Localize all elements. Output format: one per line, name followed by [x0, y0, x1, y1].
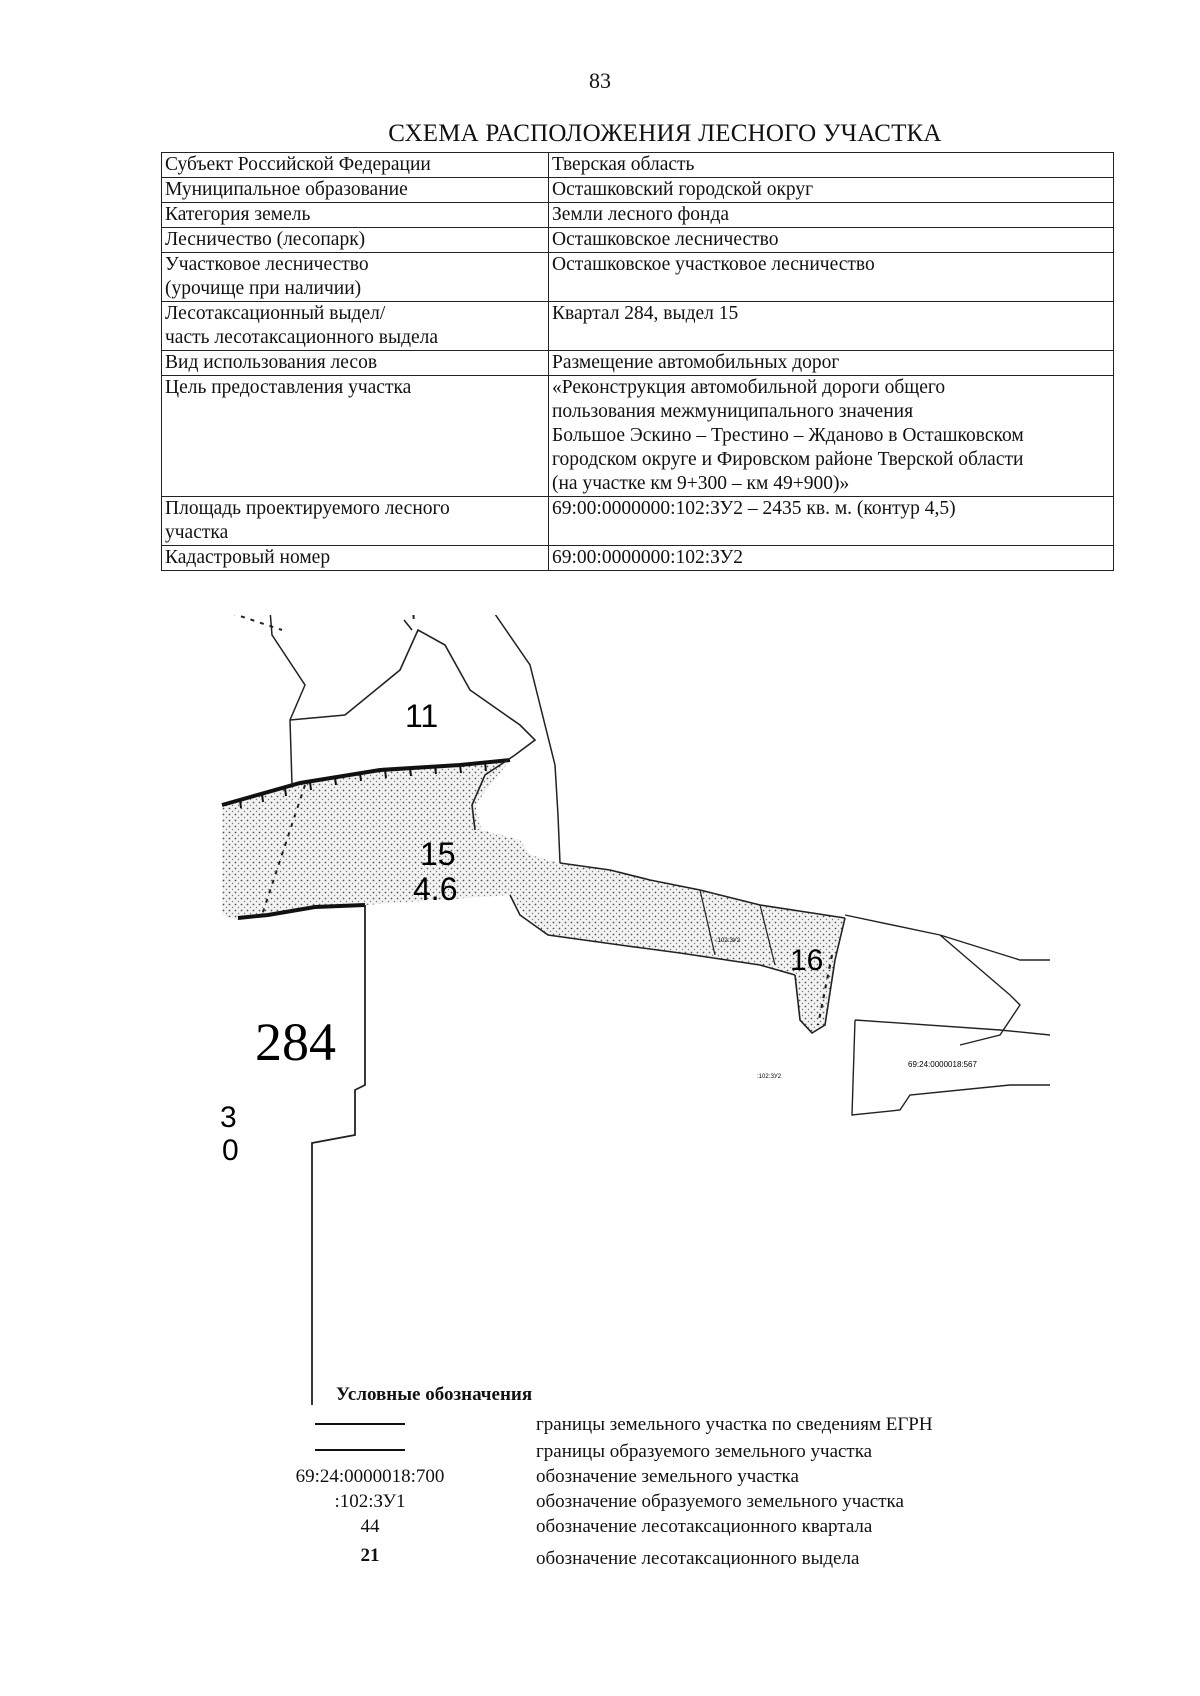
value-line	[552, 521, 1110, 545]
table-row	[162, 497, 1114, 546]
plot-15-area	[222, 760, 845, 1033]
vydel-15-area-label: 4.6	[413, 871, 458, 907]
value-line: «Реконструкция автомобильной дороги общего	[552, 377, 946, 398]
value-line: городском округе и Фировском районе Тверской области	[552, 449, 1024, 470]
label-line	[165, 424, 545, 448]
label-line	[165, 400, 545, 424]
value-line: (на участке км 9+300 – км 49+900)»	[552, 473, 850, 494]
row-label	[162, 546, 549, 571]
row-value	[549, 178, 1114, 203]
row-label	[162, 203, 549, 228]
value-line: пользования межмуниципального значения	[552, 401, 914, 422]
legend-symbol-5: 44	[360, 1516, 380, 1537]
label-line	[165, 472, 545, 496]
legend-desc-5: обозначение лесотаксационного квартала	[536, 1516, 873, 1537]
row-value	[549, 376, 1114, 497]
legend-egrn-line	[315, 1423, 405, 1425]
vydel-15-label: 15	[420, 836, 456, 872]
value-line	[552, 326, 1110, 350]
row-value	[549, 228, 1114, 253]
left-label-a: 3	[220, 1101, 237, 1134]
table-row	[162, 302, 1114, 351]
table-row	[162, 546, 1114, 571]
label-line: Муниципальное образование	[165, 179, 408, 200]
value-line: Осташковский городской округ	[552, 179, 814, 200]
parcel-info-table	[161, 152, 1114, 571]
value-line: Земли лесного фонда	[552, 204, 730, 225]
table-row	[162, 178, 1114, 203]
label-line: Кадастровый номер	[165, 547, 331, 568]
table-row	[162, 203, 1114, 228]
row-label	[162, 178, 549, 203]
label-line: участка	[165, 522, 229, 543]
row-label	[162, 153, 549, 178]
table-row	[162, 228, 1114, 253]
row-label	[162, 497, 549, 546]
label-line: Площадь проектируемого лесного	[165, 498, 450, 519]
legend-symbol-4: :102:ЗУ1	[334, 1491, 406, 1512]
table-row	[162, 351, 1114, 376]
label-line	[165, 448, 545, 472]
table-row	[162, 253, 1114, 302]
legend-desc-6: обозначение лесотаксационного выдела	[536, 1548, 860, 1569]
row-value	[549, 203, 1114, 228]
row-label	[162, 351, 549, 376]
label-line: Лесничество (лесопарк)	[165, 229, 366, 250]
kvartal-284-boundary	[312, 905, 365, 1405]
table-row	[162, 376, 1114, 497]
legend-desc-2: границы образуемого земельного участка	[536, 1441, 873, 1462]
row-label	[162, 302, 549, 351]
row-value	[549, 546, 1114, 571]
value-line: Осташковское участковое лесничество	[552, 254, 875, 275]
cadastral-parcel-label: 69:24:0000018:567	[908, 1060, 977, 1069]
value-line: Размещение автомобильных дорог	[552, 352, 840, 373]
label-line: (урочище при наличии)	[165, 278, 362, 299]
parcel-label-1: :102:ЗУ2	[716, 938, 741, 944]
row-label	[162, 228, 549, 253]
row-label	[162, 376, 549, 497]
value-line: Большое Эскино – Трестино – Жданово в Осташковском	[552, 425, 1024, 446]
value-line: 69:00:0000000:102:ЗУ2 – 2435 кв. м. (контур 4,5)	[552, 498, 956, 519]
legend-symbol-3: 69:24:0000018:700	[295, 1466, 445, 1487]
row-value	[549, 351, 1114, 376]
parcel-label-2: :102:ЗУ2	[757, 1074, 782, 1080]
left-label-b: 0	[222, 1134, 239, 1167]
forest-plot-map	[0, 615, 1200, 1405]
row-value	[549, 253, 1114, 302]
value-line	[552, 277, 1110, 301]
label-line: Цель предоставления участка	[165, 377, 412, 398]
legend-desc-1: границы земельного участка по сведениям ЕГРН	[536, 1414, 933, 1435]
legend-symbol-6: 21	[360, 1545, 380, 1566]
legend-desc-4: обозначение образуемого земельного участка	[536, 1491, 904, 1512]
label-line: часть лесотаксационного выдела	[165, 327, 439, 348]
row-value	[549, 153, 1114, 178]
vydel-11-label: 11	[405, 698, 439, 734]
row-value	[549, 302, 1114, 351]
kvartal-284-label: 284	[255, 1012, 336, 1072]
legend-title: Условные обозначения	[336, 1384, 533, 1405]
value-line: 69:00:0000000:102:ЗУ2	[552, 547, 744, 568]
legend-desc-3: обозначение земельного участка	[536, 1466, 799, 1487]
row-label	[162, 253, 549, 302]
label-line: Категория земель	[165, 204, 311, 225]
label-line: Вид использования лесов	[165, 352, 378, 373]
label-line: Субъект Российской Федерации	[165, 154, 431, 175]
document-title: СХЕМА РАСПОЛОЖЕНИЯ ЛЕСНОГО УЧАСТКА	[388, 120, 942, 147]
row-value	[549, 497, 1114, 546]
vydel-16-label: 16	[790, 944, 824, 977]
value-line: Осташковское лесничество	[552, 229, 779, 250]
page-number: 83	[589, 68, 611, 93]
value-line: Квартал 284, выдел 15	[552, 303, 739, 324]
label-line: Участковое лесничество	[165, 254, 369, 275]
label-line: Лесотаксационный выдел/	[165, 303, 386, 324]
value-line: Тверская область	[552, 154, 695, 175]
legend-new-plot-line	[315, 1449, 405, 1451]
table-row	[162, 153, 1114, 178]
